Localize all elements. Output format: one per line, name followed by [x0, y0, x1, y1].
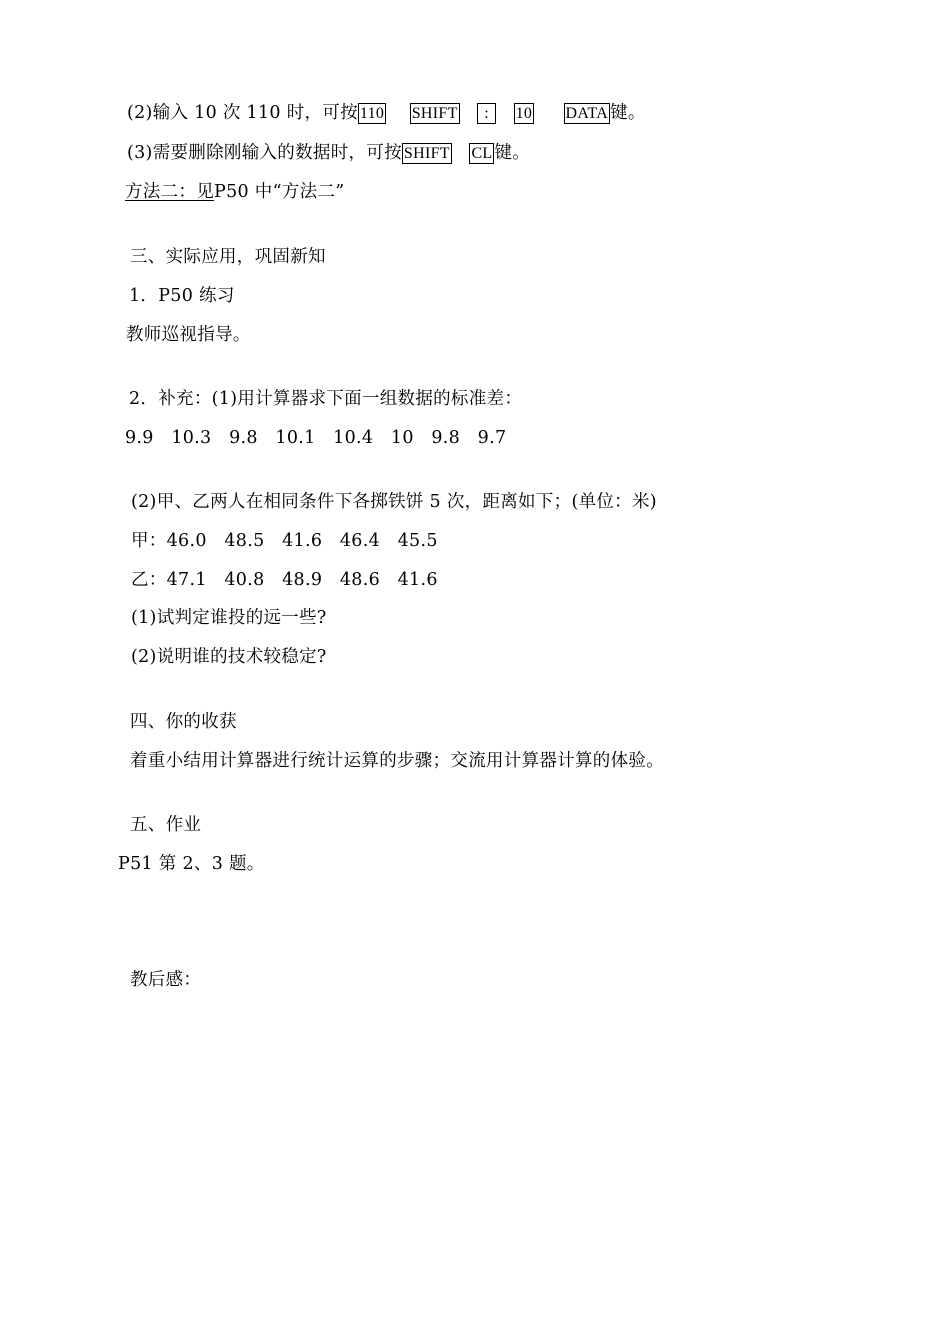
section5-heading: 五、作业: [130, 815, 202, 835]
step2-suffix: 键。: [610, 103, 646, 123]
key-data: DATA: [565, 105, 609, 122]
key-110: 110: [359, 105, 385, 122]
question-2-intro: (2)甲、乙两人在相同条件下各掷铁饼 5 次，距离如下；(单位：米): [131, 492, 657, 512]
homework-text: P51 第 2、3 题。: [118, 854, 265, 874]
key-cl: CL: [471, 145, 493, 162]
data-row: 9.9 10.3 9.8 10.1 10.4 10 9.8 9.7: [125, 428, 507, 448]
step2-line: [127, 101, 646, 125]
method2-line: [125, 180, 345, 204]
step3-text: (3)需要删除刚输入的数据时，可按: [127, 143, 402, 163]
step2-text: (2)输入 10 次 110 时，可按: [127, 103, 358, 123]
exercise-2: 2．补充：(1)用计算器求下面一组数据的标准差：: [129, 389, 523, 409]
exercise-1: 1．P50 练习: [129, 286, 235, 306]
section4-heading: 四、你的收获: [130, 712, 237, 732]
key-shift-2: SHIFT: [403, 145, 450, 162]
yi-scores: 乙：47.1 40.8 48.9 48.6 41.6: [131, 570, 438, 590]
sub-question-2: (2)说明谁的技术较稳定?: [131, 647, 327, 667]
exercise-1-note: 教师巡视指导。: [126, 325, 251, 345]
reflection-label: 教后感：: [130, 970, 202, 990]
sub-question-1: (1)试判定谁投的远一些?: [131, 608, 327, 628]
method2-label: 方法二：见: [125, 182, 214, 202]
key-10: 10: [515, 105, 533, 122]
method2-ref: P50 中“方法二”: [214, 182, 345, 202]
step3-suffix: 键。: [494, 143, 531, 163]
key-colon: :: [477, 103, 496, 124]
jia-scores: 甲：46.0 48.5 41.6 46.4 45.5: [131, 531, 438, 551]
step3-line: [127, 141, 530, 165]
section3-heading: 三、实际应用，巩固新知: [130, 247, 326, 267]
key-shift: SHIFT: [411, 105, 458, 122]
section4-text: 着重小结用计算器进行统计运算的步骤；交流用计算器计算的体验。: [130, 751, 664, 771]
